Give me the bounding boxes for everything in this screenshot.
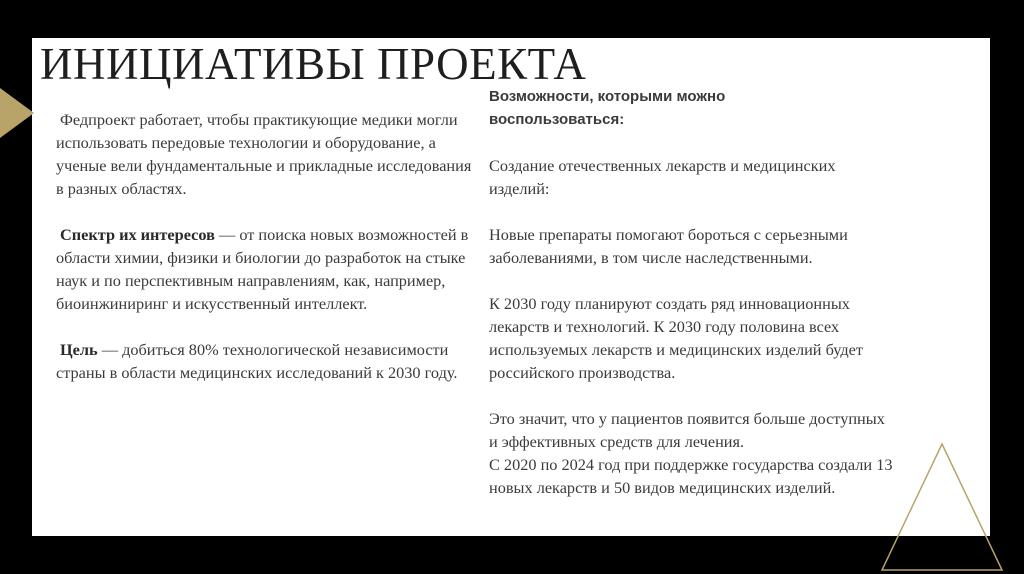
goal-text: — добиться 80% технологической независимости страны в области медицинских исследований к 2030 году. — [56, 340, 458, 382]
opportunities-heading: Возможности, которыми можно воспользоваться: — [489, 88, 726, 128]
interests-paragraph — [56, 223, 476, 315]
gold-triangle-decoration — [878, 440, 1008, 574]
goal-label: Цель — [60, 340, 98, 359]
right-paragraph-4: Это значит, что у пациентов появится больше доступных и эффективных средств для лечения. — [489, 409, 885, 451]
goal-paragraph — [56, 338, 476, 384]
slide-title: ИНИЦИАТИВЫ ПРОЕКТА — [40, 39, 587, 89]
intro-paragraph: Федпроект работает, чтобы практикующие медики могли использовать передовые технологии и оборудование, а ученые вели фундаментальные и прикладные исследования в разных областях. — [56, 110, 472, 198]
right-paragraph-3: К 2030 году планируют создать ряд инновационных лекарств и технологий. К 2030 году половина всех используемых лекарств и медицинских изделий будет российского производства. — [489, 294, 863, 382]
right-column — [489, 85, 919, 499]
right-paragraph-1: Создание отечественных лекарств и медицинских изделий: — [489, 156, 836, 198]
interests-label: Спектр их интересов — [60, 225, 215, 244]
gold-arrow-decoration — [0, 88, 36, 138]
interests-text: — от поиска новых возможностей в области химии, физики и биологии до разработок на стыке наук и по перспективным направлениям, как, например, биоинжиниринг и искусственный интеллект. — [56, 225, 469, 313]
right-paragraph-2: Новые препараты помогают бороться с серьезными заболеваниями, в том числе наследственными. — [489, 225, 848, 267]
right-paragraph-5: С 2020 по 2024 год при поддержке государства создали 13 новых лекарств и 50 видов медицинских изделий. — [489, 455, 893, 497]
left-column — [56, 108, 476, 384]
